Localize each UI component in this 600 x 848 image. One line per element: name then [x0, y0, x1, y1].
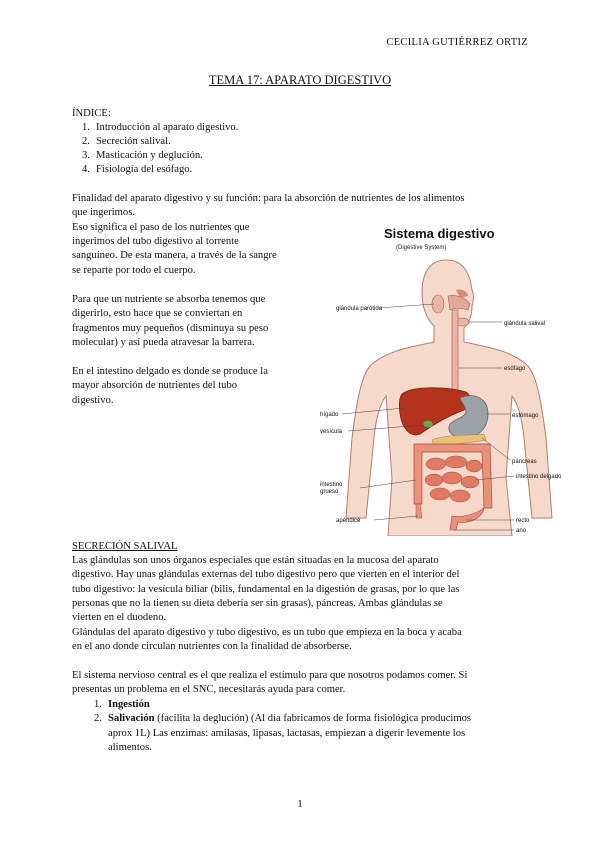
figure-title: Sistema digestivo — [384, 226, 495, 241]
page-title: TEMA 17: APARATO DIGESTIVO — [208, 73, 392, 87]
label-small-intestine: intestino delgado — [516, 474, 562, 480]
figure-subtitle: (Digestive System) — [396, 245, 447, 251]
intro-line: se reparte por todo el cuerpo. — [72, 265, 196, 276]
salival-line: vierten en el duodeno. — [72, 612, 167, 623]
index-item: 1. Introducción al aparato digestivo. — [82, 122, 239, 133]
label-esophagus: esófago — [504, 366, 526, 372]
page-number: 1 — [297, 798, 303, 810]
label-liver: hígado — [320, 412, 339, 418]
list-item: 1. Ingestión — [94, 699, 150, 710]
intro-line: molecular) y así pueda atravesar la barrera. — [72, 337, 255, 348]
salival-line: tubo digestivo: la vesícula biliar (bilis, fundamental en la digestión de grasas, por lo que las — [72, 584, 460, 595]
salival-line: Glándulas del aparato digestivo y tubo digestivo, es un tubo que empieza en la boca y acaba — [72, 627, 462, 638]
index-item: 3. Masticación y deglución. — [82, 150, 203, 161]
list-item: 2. Salivación (facilita la deglución) (Al día fabricamos de forma fisiológica producimos — [94, 713, 472, 724]
label-pancreas: páncreas — [512, 459, 537, 465]
label-parotid: glándula parótida — [336, 306, 383, 312]
author-header: CECILIA GUTIÉRREZ ORTIZ — [386, 37, 528, 48]
index-heading: ÍNDICE: — [72, 108, 111, 119]
salival-line: presentas un problema en el SNC, necesitarás ayuda para comer. — [72, 684, 346, 695]
digestive-system-figure — [316, 218, 574, 536]
salival-line: personas que no la tienen su dieta debería ser sin grasas), páncreas. Ambas glándulas se — [72, 598, 443, 609]
label-gallbladder: vesícula — [320, 429, 343, 435]
intro-line: mayor absorción de nutrientes del tubo — [72, 380, 238, 391]
salival-line: El sistema nervioso central es el que realiza el estímulo para que nosotros podamos comer. Si — [72, 670, 468, 681]
index-item: 2. Secreción salival. — [82, 136, 171, 147]
intro-line: sanguíneo. De esta manera, a través de la sangre — [72, 250, 277, 261]
label-anus: ano — [516, 528, 527, 534]
list-continuation: aprox 1L) Las enzimas: amilasas, lipasas, lactasas, empiezan a digerir levemente los — [108, 728, 466, 739]
intro-line: que ingerimos. — [72, 207, 135, 218]
salival-line: digestivo. Hay unas glándulas externas del tubo digestivo pero que vierten en el interior del — [72, 569, 460, 580]
intro-line: digerirlo, esto hace que se conviertan en — [72, 308, 243, 319]
intro-line: fragmentos muy pequeños (disminuya su peso — [72, 323, 269, 334]
label-salivary: glándula salival — [504, 321, 546, 327]
intro-line: Eso significa el paso de los nutrientes que — [72, 222, 250, 233]
label-large-intestine-2: grueso — [320, 489, 339, 495]
intro-line: Finalidad del aparato digestivo y su función: para la absorción de nutrientes de los alimentos — [72, 193, 465, 204]
intro-line: Para que un nutriente se absorba tenemos que — [72, 294, 266, 305]
list-continuation: alimentos. — [108, 742, 152, 753]
intro-line: digestivo. — [72, 395, 114, 406]
salival-line: Las glándulas son unos órganos especiales que están situadas en la mucosa del aparato — [72, 555, 439, 566]
intro-line: En el intestino delgado es donde se produce la — [72, 366, 268, 377]
salival-line: en el ano donde circulan nutrientes con la finalidad de absorberse. — [72, 641, 352, 652]
section-heading-salival: SECRECIÓN SALIVAL — [72, 541, 178, 552]
label-large-intestine-1: intestino — [320, 482, 343, 488]
intro-line: ingerimos del tubo digestivo al torrente — [72, 236, 239, 247]
label-appendix: apéndice — [336, 518, 361, 524]
label-rectum: recto — [516, 518, 530, 524]
gallbladder — [423, 421, 433, 428]
label-stomach: estómago — [512, 413, 539, 419]
index-item: 4. Fisiología del esófago. — [82, 164, 193, 175]
